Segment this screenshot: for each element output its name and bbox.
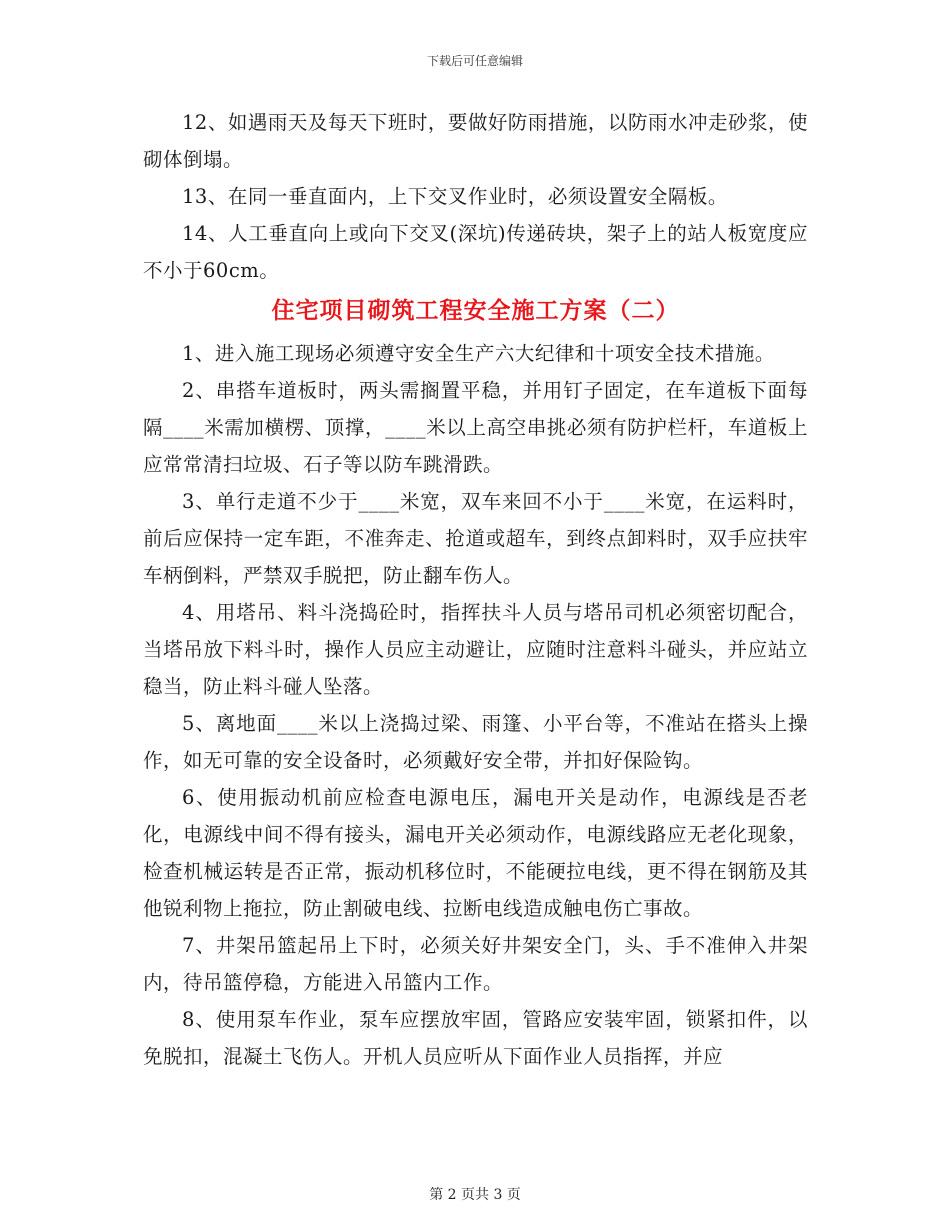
paragraph-5: 5、离地面____米以上浇捣过梁、雨篷、小平台等，不准站在搭头上操作，如无可靠的安全设备时，必须戴好安全带，并扣好保险钩。 (143, 712, 808, 772)
section-title: 住宅项目砌筑工程安全施工方案（二） (271, 297, 680, 324)
paragraph-7: 7、井架吊篮起吊上下时，必须关好井架安全门，头、手不准伸入井架内，待吊篮停稳，方能进入吊篮内工作。 (143, 934, 808, 994)
paragraph-3: 3、单行走道不少于____米宽，双车来回不小于____米宽，在运料时，前后应保持一定车距，不准奔走、抢道或超车，到终点卸料时，双手应扶牢车柄倒料，严禁双手脱把，防止翻车伤人。 (143, 490, 808, 587)
paragraph-4: 4、用塔吊、料斗浇捣砼时，指挥扶斗人员与塔吊司机必须密切配合，当塔吊放下料斗时，操作人员应主动避让，应随时注意料斗碰头，并应站立稳当，防止料斗碰人坠落。 (143, 601, 808, 698)
paragraph-6: 6、使用振动机前应检查电源电压，漏电开关是动作，电源线是否老化，电源线中间不得有接头，漏电开关必须动作，电源线路应无老化现象，检查机械运转是否正常，振动机移位时，不能硬拉电线，更不得在钢筋及其他锐利物上拖拉，防止割破电线、拉断电线造成触电伤亡事故。 (143, 786, 808, 920)
document-body (143, 104, 808, 1075)
paragraph-1: 1、进入施工现场必须遵守安全生产六大纪律和十项安全技术措施。 (182, 342, 775, 365)
paragraph-14: 14、人工垂直向上或向下交叉(深坑)传递砖块，架子上的站人板宽度应不小于60cm。 (143, 222, 808, 282)
paragraph-8: 8、使用泵车作业，泵车应摆放牢固，管路应安装牢固，锁紧扣件，以免脱扣，混凝土飞伤人。开机人员应听从下面作业人员指挥，并应 (143, 1008, 808, 1068)
paragraph-13: 13、在同一垂直面内，上下交叉作业时，必须设置安全隔板。 (182, 185, 728, 208)
paragraph-12: 12、如遇雨天及每天下班时，要做好防雨措施，以防雨水冲走砂浆，使砌体倒塌。 (143, 111, 808, 171)
page-footer: 第 2 页共 3 页 (429, 1187, 521, 1203)
page-header: 下载后可任意编辑 (426, 54, 523, 68)
paragraph-2: 2、串搭车道板时，两头需搁置平稳，并用钉子固定，在车道板下面每隔____米需加横楞、顶撑，____米以上高空串挑必须有防护栏杆，车道板上应常常清扫垃圾、石子等以防车跳滑跌。 (143, 379, 808, 476)
